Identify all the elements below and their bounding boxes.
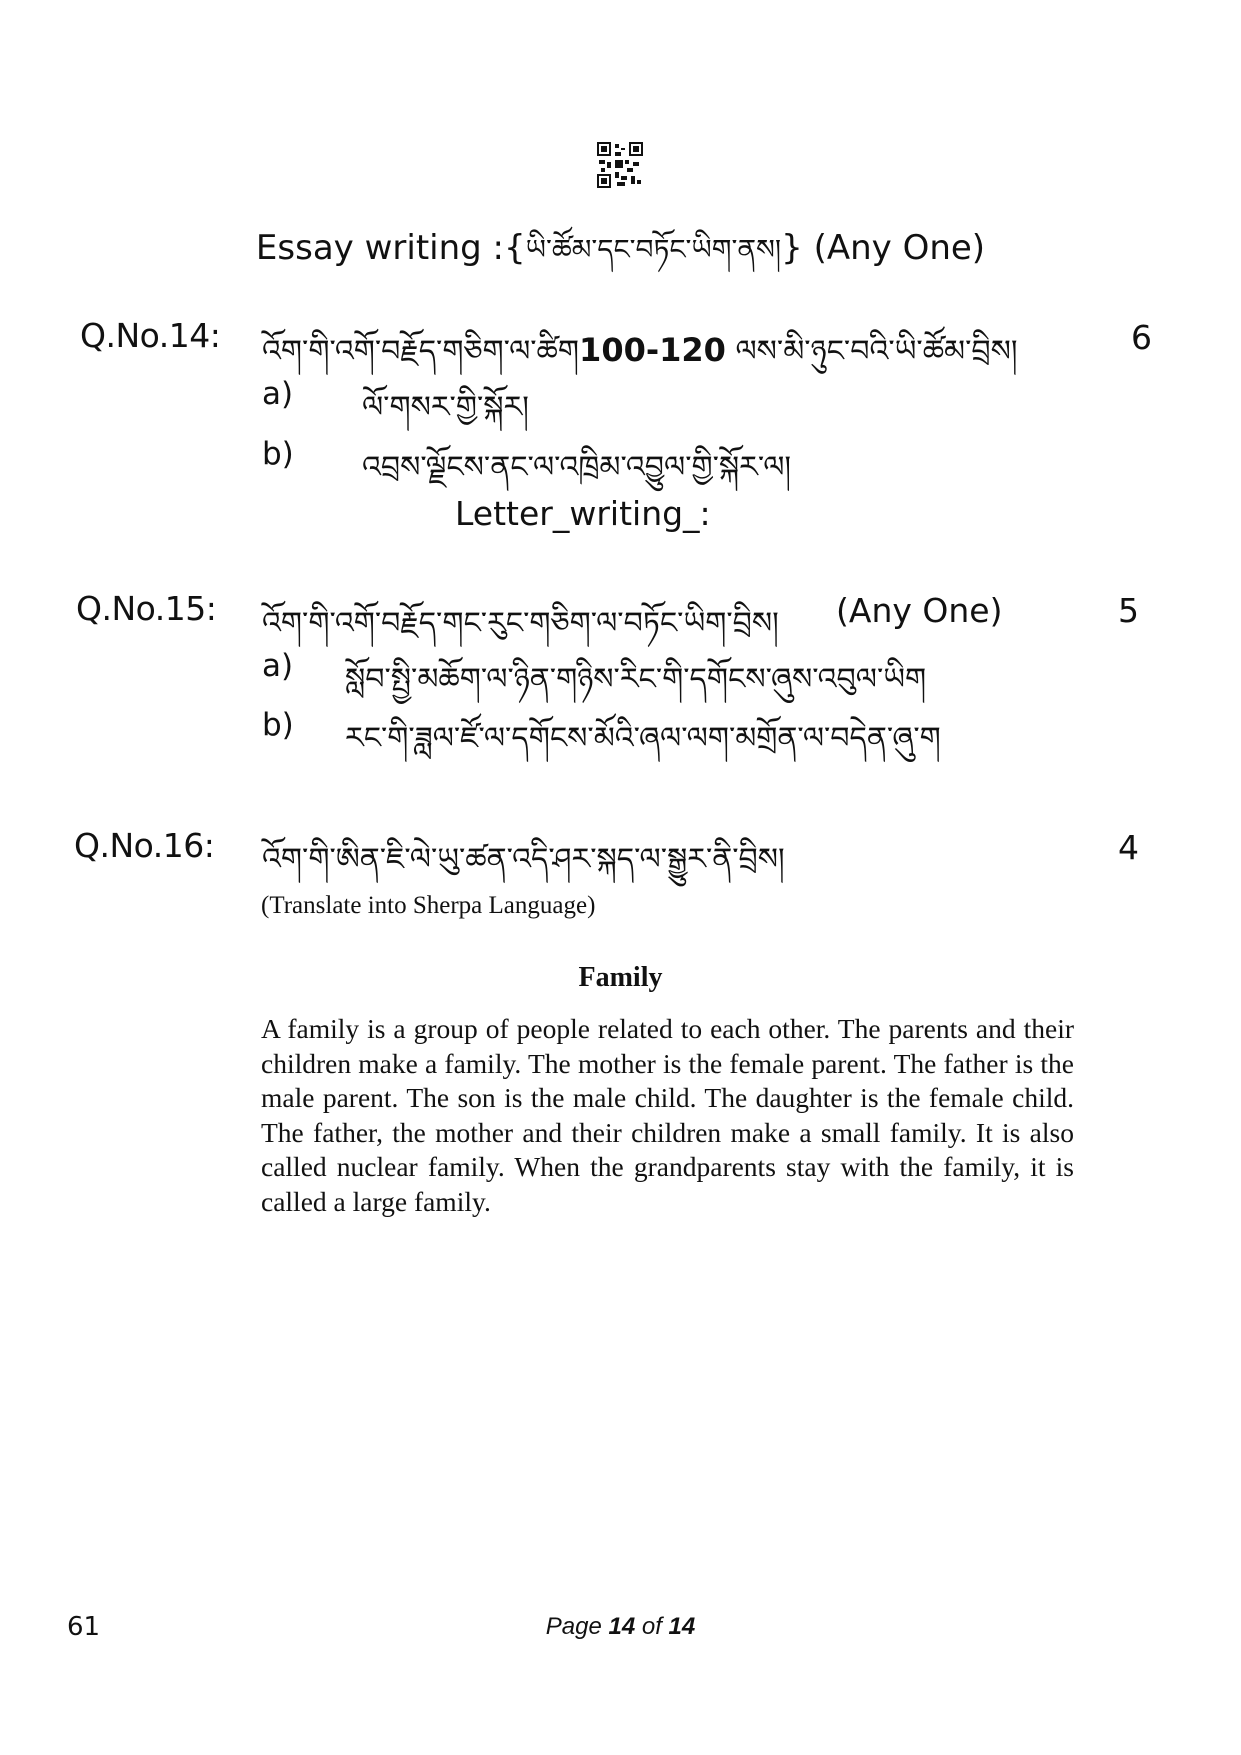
q14-text-part2: ལས་མི་ཉུང་བའི་ཡི་ཚོམ་བྲིས།	[725, 334, 1018, 369]
heading-prefix: Essay writing :{	[255, 228, 526, 268]
page-prefix: Page	[545, 1613, 609, 1640]
qr-code-icon	[597, 142, 643, 188]
q15-option-b-text: རང་གི་ཟླལ་ཛོ་ལ་དགོངས་མོའི་ཞལ་ལག་མགྲོན་ལ་བདེན་ཞུ་ག	[345, 721, 941, 756]
passage-body: A family is a group of people related to each other. The parents and their children make a family. The mother is the female parent. The father is the male parent. The son is the male child. The daughter is the female child. The father, the mother and their children make a small family. It is also called nuclear family. When the grandparents stay with the family, it is called a large family.	[261, 1013, 1074, 1217]
page-number	[0, 1613, 1241, 1641]
q15-number: Q.No.15:	[76, 589, 217, 628]
heading-suffix: } (Any One)	[781, 228, 986, 268]
q14-text-part1: འོག་གི་འགོ་བརྗོད་གཅིག་ལ་ཚིག	[262, 334, 580, 369]
q16-marks: 4	[1118, 828, 1139, 867]
q16-number: Q.No.16:	[74, 826, 215, 865]
q14-option-a-label: a)	[262, 376, 294, 412]
q15-option-a-text: སློབ་སྤྱི་མཆོག་ལ་ཉིན་གཉིས་རིང་གི་དགོངས་ཞུས་འབུལ་ཡིག	[345, 662, 927, 697]
passage-title: Family	[578, 962, 663, 993]
q14-option-b-label: b)	[262, 436, 294, 472]
q15-marks: 5	[1118, 591, 1139, 630]
q14-range: 100-120	[579, 331, 726, 369]
q15-option-a-label: a)	[262, 648, 294, 684]
q16-question: འོག་གི་ཨིན་ཇི་ལེ་ཡུ་ཚན་འདི་ཤར་སྐད་ལ་སྒྱུར་ནི་བྲིས།	[262, 842, 785, 877]
heading-tibetan: ཡི་ཚོམ་དང་བཏོང་ཡིག་ནས།	[525, 233, 782, 266]
page-total: 14	[668, 1613, 696, 1640]
q14-option-b-text: འབྲས་ལྗོངས་ནང་ལ་འཁྲིམ་འབྱུལ་གྱི་སྐོར་ལ།	[362, 450, 792, 485]
letter-writing-heading: Letter_writing_:	[455, 494, 711, 533]
footer-code: 61	[67, 1612, 101, 1642]
q14-marks: 6	[1131, 318, 1152, 357]
q15-any-one: (Any One)	[836, 591, 1003, 630]
q15-option-b-label: b)	[262, 707, 294, 743]
page-of: of	[635, 1613, 669, 1640]
q16-instruction: (Translate into Sherpa Language)	[261, 892, 596, 919]
q14-option-a-text: ལོ་གསར་གྱི་སྐོར།	[362, 390, 529, 425]
page-current: 14	[608, 1613, 636, 1640]
q14-number: Q.No.14:	[80, 316, 221, 355]
section-heading	[0, 218, 1241, 297]
q15-question: འོག་གི་འགོ་བརྗོད་གང་རུང་གཅིག་ལ་བཏོང་ཡིག་བྲིས།	[262, 606, 779, 641]
